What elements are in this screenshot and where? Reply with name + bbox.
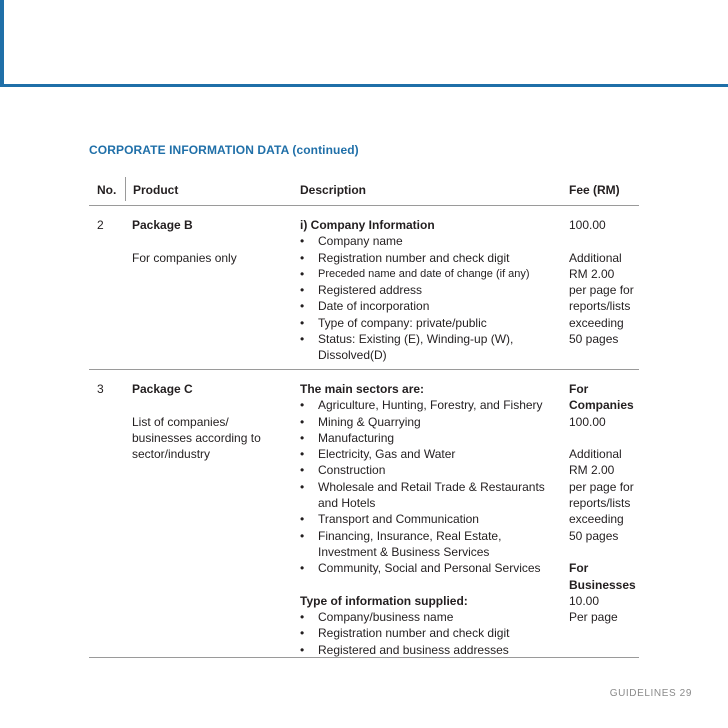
list-item: • Wholesale and Retail Trade & Restaurants and Hotels bbox=[300, 479, 545, 511]
description-heading: The main sectors are: bbox=[300, 382, 425, 396]
list-item: • Construction bbox=[300, 463, 386, 478]
fee-unit: Per page bbox=[569, 610, 618, 625]
fee-label-line: Businesses bbox=[569, 577, 636, 592]
list-item: • Registration number and check digit bbox=[300, 626, 510, 641]
fee-note-line: 50 pages bbox=[569, 528, 619, 543]
fee-note-line: per page for bbox=[569, 479, 634, 494]
header-product: Product bbox=[133, 183, 179, 197]
list-item: • Registered address bbox=[300, 283, 423, 298]
description-heading: Type of information supplied: bbox=[300, 593, 468, 608]
header-rule bbox=[0, 84, 728, 87]
fee-cell bbox=[569, 381, 641, 625]
description-cell bbox=[300, 381, 562, 658]
description-heading: i) Company Information bbox=[300, 218, 435, 232]
fee-note-line: per page for bbox=[569, 283, 634, 298]
list-item: • Type of company: private/public bbox=[300, 315, 487, 330]
list-item: • Status: Existing (E), Winding-up (W), Dissolved(D) bbox=[300, 332, 514, 363]
product-name: Package C bbox=[132, 382, 193, 396]
description-cell bbox=[300, 217, 562, 364]
list-item: • Electricity, Gas and Water bbox=[300, 447, 456, 462]
fee-note-line: reports/lists bbox=[569, 496, 631, 511]
row-number: 3 bbox=[97, 382, 104, 396]
list-item: • Company/business name bbox=[300, 610, 454, 625]
list-item: • Date of incorporation bbox=[300, 299, 430, 314]
list-item: • Agriculture, Hunting, Forestry, and Fishery bbox=[300, 398, 543, 413]
product-note: List of companies/ businesses according to sector/industry bbox=[132, 414, 261, 462]
list-item: • Transport and Communication bbox=[300, 512, 479, 527]
page-edge-bar bbox=[0, 0, 4, 84]
fee-label-line: For bbox=[569, 561, 589, 576]
fee-label-line: Companies bbox=[569, 398, 634, 413]
list-item: • Mining & Quarrying bbox=[300, 414, 421, 429]
list-item: • Registration number and check digit bbox=[300, 250, 510, 265]
list-item: • Registered and business addresses bbox=[300, 642, 509, 657]
fee-note-line: 50 pages bbox=[569, 332, 619, 347]
product-name: Package B bbox=[132, 218, 193, 232]
fee-amount: 100.00 bbox=[569, 414, 606, 429]
fee-note-line: Additional bbox=[569, 250, 622, 265]
header-fee: Fee (RM) bbox=[569, 183, 620, 197]
list-item: • Financing, Insurance, Real Estate, Investment & Business Services bbox=[300, 528, 502, 559]
product-cell bbox=[132, 217, 292, 266]
product-cell bbox=[132, 381, 282, 462]
list-item: • Manufacturing bbox=[300, 430, 395, 445]
fee-cell bbox=[569, 217, 641, 347]
table-header bbox=[89, 169, 639, 206]
fee-amount: 100.00 bbox=[569, 218, 606, 232]
fee-note-line: RM 2.00 bbox=[569, 266, 615, 281]
fee-amount: 10.00 bbox=[569, 593, 600, 608]
fee-note-line: Additional bbox=[569, 447, 622, 462]
fee-note-line: RM 2.00 bbox=[569, 463, 615, 478]
table-row bbox=[89, 206, 639, 370]
product-note: For companies only bbox=[132, 250, 237, 265]
row-number: 2 bbox=[97, 218, 104, 232]
fee-note-line: exceeding bbox=[569, 315, 624, 330]
header-description: Description bbox=[300, 183, 367, 197]
section-title: CORPORATE INFORMATION DATA (continued) bbox=[89, 143, 359, 157]
fee-note-line: reports/lists bbox=[569, 299, 631, 314]
fee-label-line: For bbox=[569, 382, 589, 396]
header-divider bbox=[125, 177, 126, 201]
list-item: • Company name bbox=[300, 234, 403, 249]
fee-note-line: exceeding bbox=[569, 512, 624, 527]
table-row bbox=[89, 370, 639, 658]
list-item: • Community, Social and Personal Services bbox=[300, 561, 541, 576]
list-item: • Preceded name and date of change (if any) bbox=[300, 266, 530, 281]
fee-table bbox=[89, 169, 639, 658]
page-footer: GUIDELINES 29 bbox=[609, 688, 692, 699]
header-no: No. bbox=[97, 183, 117, 197]
